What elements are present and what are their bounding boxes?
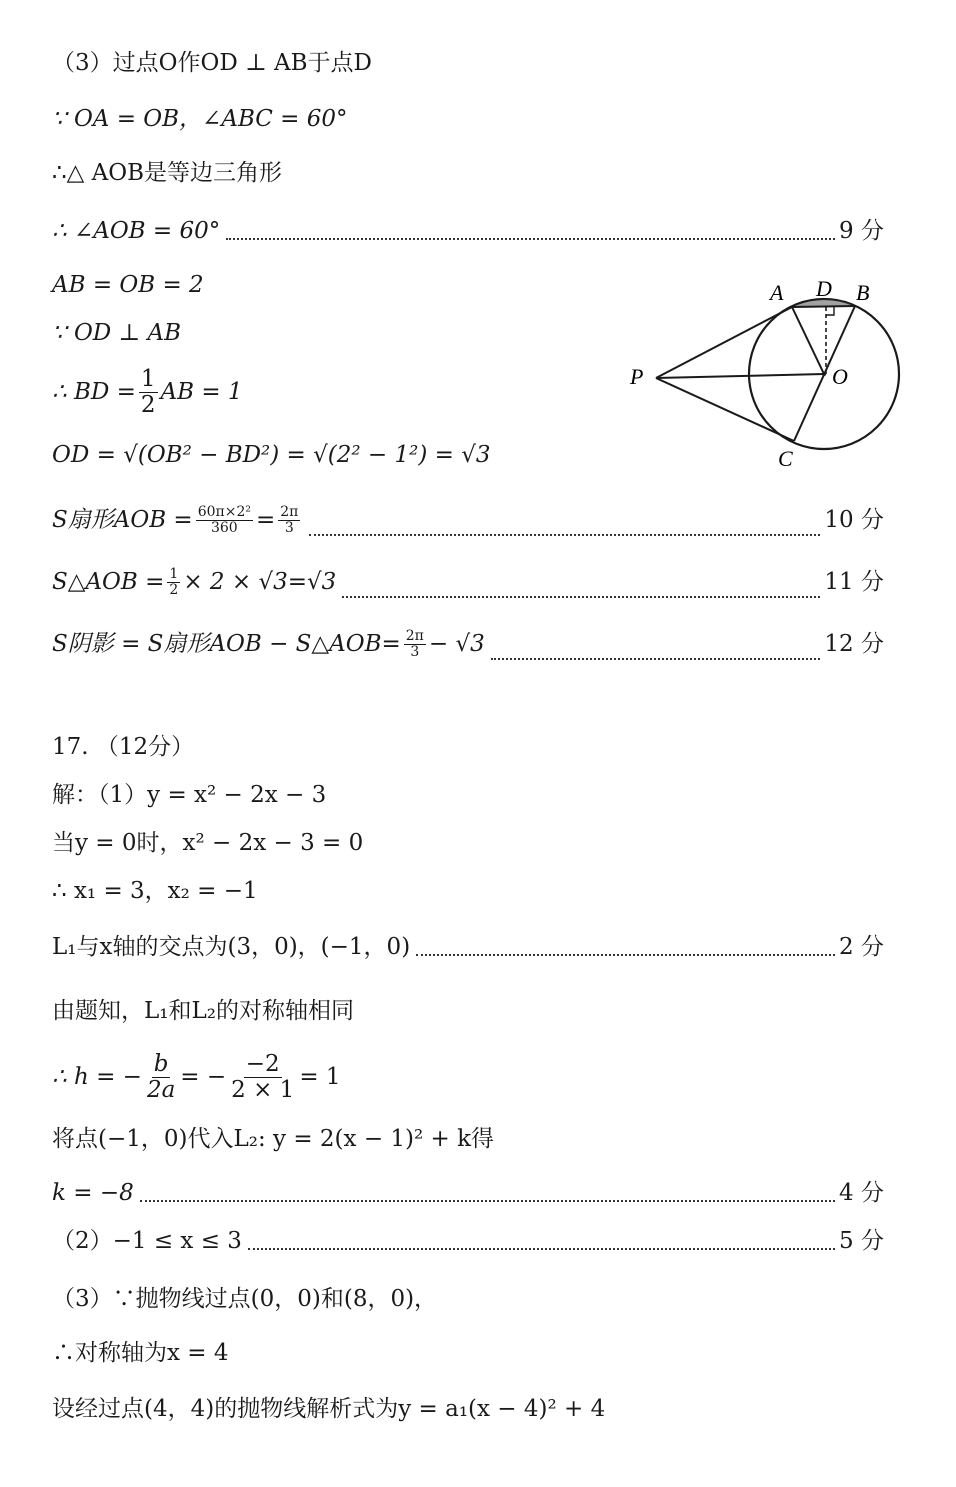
score-label: 11 分 xyxy=(824,569,884,595)
denominator: 3 xyxy=(284,519,294,536)
right-angle-mark xyxy=(826,307,834,315)
score-label: 2 分 xyxy=(839,934,884,960)
score-label: 12 分 xyxy=(824,631,884,657)
leader-dots xyxy=(416,953,835,956)
numerator: −2 xyxy=(245,1051,280,1078)
numerator: b xyxy=(153,1051,169,1078)
segment-ao xyxy=(792,307,824,374)
chord-ab xyxy=(792,306,855,307)
fraction xyxy=(139,367,158,416)
leader-dots xyxy=(491,657,821,660)
solution-line xyxy=(52,48,372,78)
step-text: ∵ OD ⊥ AB xyxy=(52,320,182,346)
solution-line xyxy=(52,1046,341,1108)
solution-line xyxy=(52,1178,884,1208)
score-label: 10 分 xyxy=(824,507,884,533)
leader-dots xyxy=(226,237,835,240)
leader-dots xyxy=(309,533,820,536)
step-text: = 1 xyxy=(299,1064,341,1090)
denominator: 2a xyxy=(146,1076,176,1103)
step-text: S阴影 = S扇形AOB − S△AOB= xyxy=(52,631,401,657)
solution-line xyxy=(52,996,354,1026)
step-text: OD = √(OB² − BD²) = √(2² − 1²) = √3 xyxy=(52,442,491,468)
numerator: 2π xyxy=(280,503,299,520)
solution-line xyxy=(52,876,258,906)
numerator: 1 xyxy=(169,565,179,582)
denominator: 2 xyxy=(169,581,179,598)
step-text: ∴△ AOB是等边三角形 xyxy=(52,160,282,186)
fraction xyxy=(404,629,426,659)
score-label: 4 分 xyxy=(839,1180,884,1206)
solution-line xyxy=(52,216,884,246)
fraction xyxy=(229,1052,296,1101)
step-text: ∴ ∠AOB = 60° xyxy=(52,218,221,244)
step-text: 将点(−1，0)代入L₂: y = 2(x − 1)² + k得 xyxy=(52,1126,495,1152)
denominator: 360 xyxy=(210,519,238,536)
step-text: （3）∵抛物线过点(0，0)和(8，0)， xyxy=(52,1286,438,1312)
solution-line xyxy=(52,780,326,810)
step-text: L₁与x轴的交点为(3，0)，(−1，0) xyxy=(52,934,411,960)
step-text: 由题知，L₁和L₂的对称轴相同 xyxy=(52,998,354,1024)
geometry-diagram xyxy=(620,270,920,480)
solution-line xyxy=(52,622,884,666)
tangent-pa xyxy=(656,307,792,378)
solution-line xyxy=(52,1338,229,1368)
step-text: 设经过点(4，4)的抛物线解析式为y = a₁(x − 4)² + 4 xyxy=(52,1396,606,1422)
denominator: 3 xyxy=(410,643,420,660)
solution-line xyxy=(52,1284,437,1314)
solution-line xyxy=(52,828,363,858)
score-label: 5 分 xyxy=(839,1228,884,1254)
solution-line xyxy=(52,1124,494,1154)
step-text: （3）过点O作OD ⊥ AB于点D xyxy=(52,50,372,76)
step-text: ∵ OA = OB，∠ABC = 60° xyxy=(52,106,348,132)
label-b: B xyxy=(856,280,870,305)
step-text: ∴ h = − xyxy=(52,1064,142,1090)
solution-line xyxy=(52,1394,605,1424)
label-o: O xyxy=(832,364,848,389)
solution-line xyxy=(52,318,181,348)
solution-line xyxy=(52,560,884,604)
label-c: C xyxy=(778,446,793,471)
step-text: （2）−1 ≤ x ≤ 3 xyxy=(52,1228,242,1254)
label-a: A xyxy=(770,280,784,305)
solution-line xyxy=(52,440,491,470)
fraction xyxy=(167,567,180,597)
solution-line: S扇形AOB = $\frac{\text{60π×2²}}{360}$ = $\frac{2\pi}{3}$ 10 分 xyxy=(52,503,884,536)
step-text: 当y = 0时，x² − 2x − 3 = 0 xyxy=(52,830,364,856)
step-text: S△AOB = xyxy=(52,569,165,595)
step-text: ∴对称轴为x = 4 xyxy=(52,1340,229,1366)
step-text: ∴ BD = xyxy=(52,379,136,405)
step-text: AB = OB = 2 xyxy=(52,272,204,298)
step-text: − √3 xyxy=(428,631,485,657)
step-text: k = −8 xyxy=(52,1180,134,1206)
label-d: D xyxy=(816,276,832,301)
numerator: 60π×2² xyxy=(197,503,251,520)
center-dot xyxy=(822,372,826,376)
solution-line xyxy=(52,932,884,962)
step-text: AB = 1 xyxy=(160,379,243,405)
fraction xyxy=(278,505,300,535)
step-text: ∴ x₁ = 3，x₂ = −1 xyxy=(52,878,258,904)
score-label: 9 分 xyxy=(839,218,884,244)
step-text: S扇形AOB = xyxy=(52,507,193,533)
solution-line xyxy=(52,1226,884,1256)
problem-header xyxy=(52,732,194,762)
denominator: 2 × 1 xyxy=(231,1076,295,1103)
solution-line xyxy=(52,158,282,188)
leader-dots xyxy=(140,1199,835,1202)
leader-dots xyxy=(248,1247,835,1250)
tangent-pc xyxy=(656,378,794,441)
fraction xyxy=(145,1052,177,1101)
solution-line xyxy=(52,270,204,300)
numerator: 1 xyxy=(140,366,156,393)
step-text: 解：（1）y = x² − 2x − 3 xyxy=(52,782,327,808)
segment-po xyxy=(656,374,824,378)
fraction xyxy=(196,505,253,535)
step-text: × 2 × √3=√3 xyxy=(183,569,337,595)
denominator: 2 xyxy=(140,391,156,418)
solution-line xyxy=(52,362,243,422)
solution-line xyxy=(52,104,348,134)
leader-dots xyxy=(342,595,820,598)
label-p: P xyxy=(630,364,644,389)
step-text: 17. （12分） xyxy=(52,734,195,760)
numerator: 2π xyxy=(405,627,424,644)
step-text: = − xyxy=(180,1064,227,1090)
